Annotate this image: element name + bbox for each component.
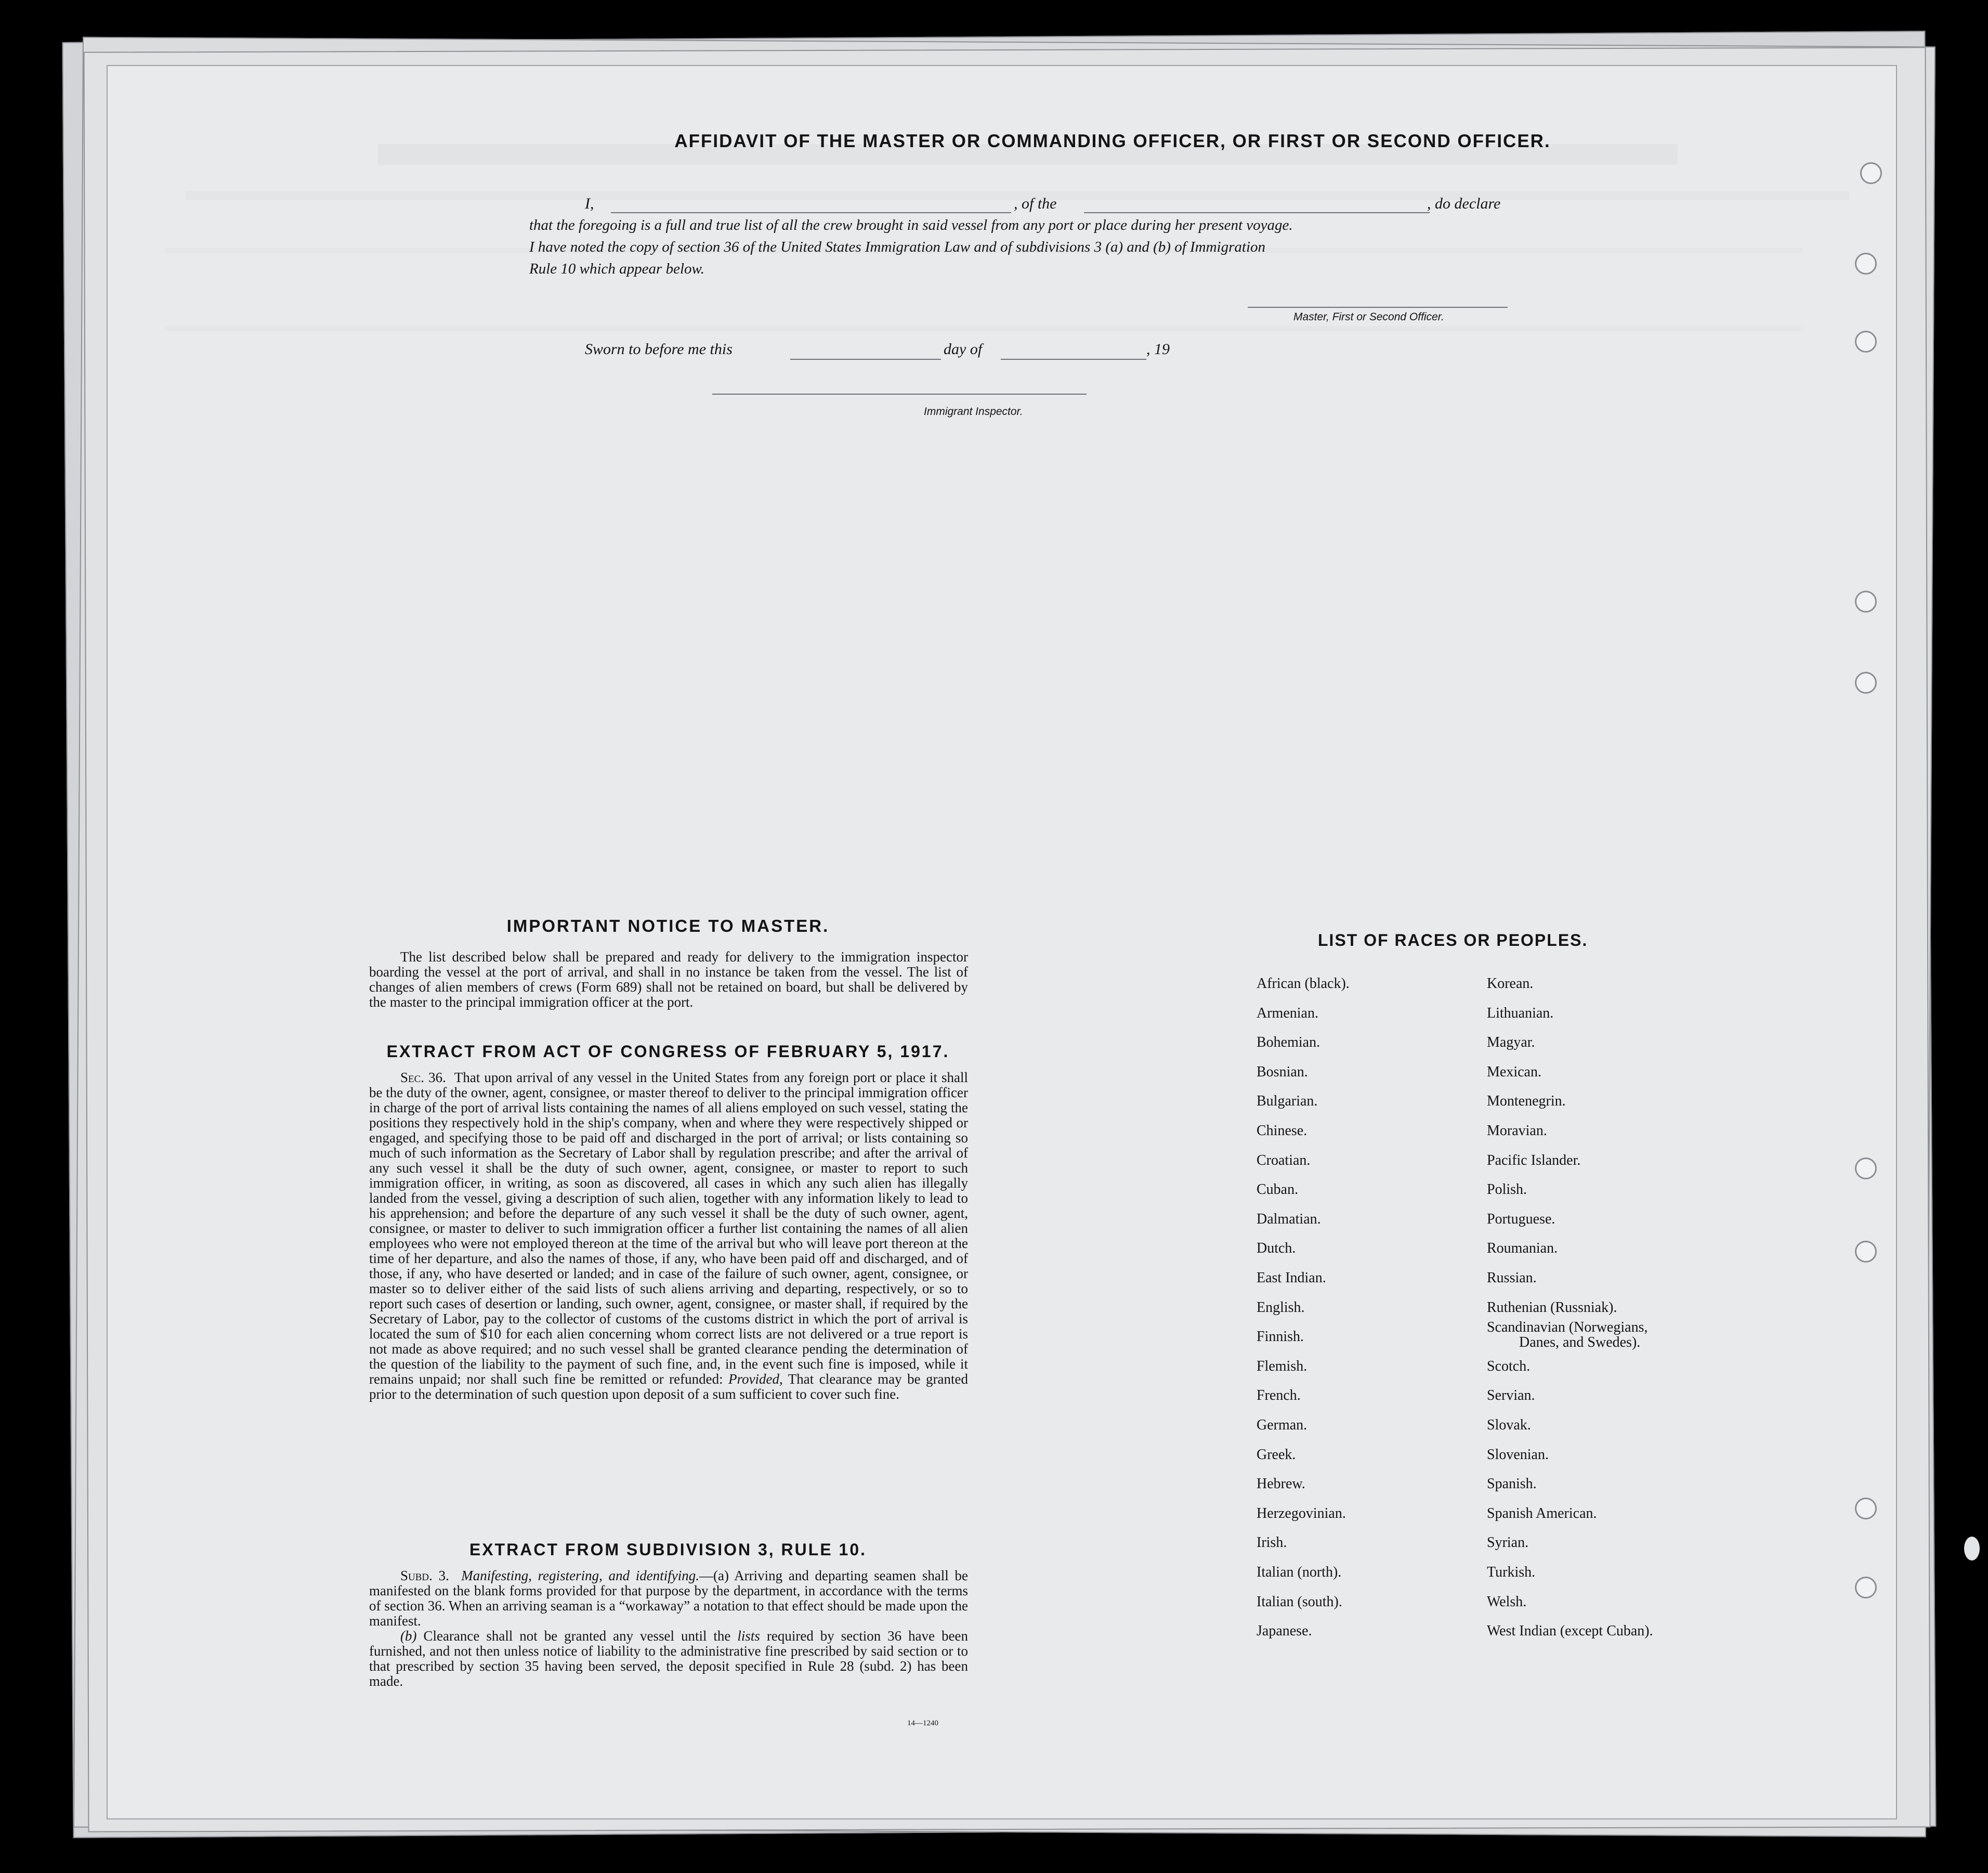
punch-hole [1855,331,1877,353]
race-item: African (black). [1257,975,1350,992]
sworn-day-line[interactable] [790,359,941,360]
race-item: English. [1257,1299,1305,1316]
name-line[interactable] [611,212,1011,213]
affidavit-line3: I have noted the copy of section 36 of the United States Immigration Law and of subdivisions 3 (a) and (b) of Immigration [529,239,1266,255]
race-item: Scandinavian (Norwegians, [1487,1319,1648,1336]
race-item: Italian (north). [1257,1564,1342,1580]
para-b-lists: lists [737,1628,760,1644]
year-label: , 19 [1146,341,1170,358]
rule-title: EXTRACT FROM SUBDIVISION 3, RULE 10. [469,1540,867,1559]
race-item: Croatian. [1257,1152,1311,1168]
race-item: Flemish. [1257,1358,1307,1374]
act-provided: Provided, [728,1371,783,1387]
race-item: Bulgarian. [1257,1093,1318,1110]
rule-para-a [369,1568,968,1629]
race-item: Magyar. [1487,1034,1535,1051]
race-item: Bosnian. [1257,1063,1308,1080]
race-item: Servian. [1487,1387,1535,1404]
notice-text [369,949,968,1010]
affidavit-do-declare: , do declare [1427,195,1501,212]
inspector-caption: Immigrant Inspector. [924,406,1023,418]
affidavit-i: I, [585,195,594,212]
signature-caption: Master, First or Second Officer. [1293,311,1444,323]
affidavit-title: AFFIDAVIT OF THE MASTER OR COMMANDING OFFICER, OR FIRST OR SECOND OFFICER. [674,131,1551,151]
race-item: Montenegrin. [1487,1093,1566,1110]
race-item: Moravian. [1487,1123,1547,1139]
rule-text [369,1568,968,1689]
act-text [369,1070,968,1402]
punch-hole [1855,1577,1877,1598]
affidavit-line2: that the foregoing is a full and true list of all the crew brought in said vessel from any port or place during her present voyage. [529,217,1293,233]
race-item: Ruthenian (Russniak). [1487,1299,1617,1316]
race-item: Greek. [1257,1446,1296,1463]
sworn-label: Sworn to before me this [585,341,733,358]
punch-hole [1855,1241,1877,1263]
race-item: Slovenian. [1487,1446,1549,1463]
race-item: Slovak. [1487,1417,1531,1433]
vessel-line[interactable] [1084,212,1430,213]
notice-title: IMPORTANT NOTICE TO MASTER. [506,916,830,935]
punch-hole [1860,162,1882,184]
race-item: Pacific Islander. [1487,1152,1581,1168]
sworn-month-line[interactable] [1001,359,1146,360]
punch-hole [1855,253,1877,275]
race-item: Mexican. [1487,1063,1541,1080]
race-item: Chinese. [1257,1123,1307,1139]
subd-label: Subd. 3. [400,1568,449,1583]
race-item: Portuguese. [1487,1211,1555,1227]
race-item: Bohemian. [1257,1034,1320,1051]
form-number: 14—1240 [907,1719,938,1727]
para-b-text-2: required by section 36 have been furnished, and not then unless notice of liability to the administrative fine prescribed by said section or to that prescribed by section 35 having been served, the deposit specified in Rule 28 (subd. 2) has been made. [369,1628,969,1689]
rule-para-b [369,1629,968,1689]
act-body: That upon arrival of any vessel in the United States from any foreign port or place it shall be the duty of the owner, agent, consignee, or master thereof to deliver to the principal immigration officer in charge of the port of arrival lists containing the names of all aliens employed on such vessel, stating the positions they respectively hold in the ship's company, when and where they were respectively shipped or engaged, and specifying those to be paid off and discharged in the port of arrival; or lists containing so much of such information as the Secretary of Labor shall by regulation prescribe; and after the arrival of any such vessel it shall be the duty of such owner, agent, consignee, or master to report to such immigration officer, in writing, as soon as discovered, all cases in which any such alien has illegally landed from the vessel, giving a description of such alien, together with any information likely to lead to his apprehension; and before the departure of any such vessel it shall be the duty of such owner, agent, consignee, or master to deliver to such immigration officer a further list containing the names of all alien employees who were not employed thereon at the time of the arrival but who will leave port thereon at the time of her departure, and also the names of those, if any, who have been paid off and discharged, and of those, if any, who have deserted or landed; and in case of the failure of such owner, agent, consignee, or master so to deliver either of the said lists of such aliens arriving and departing, respectively, or so to report such cases of desertion or landing, such owner, agent, consignee, or master shall, if required by the Secretary of Labor, pay to the collector of customs of the customs district in which the port of arrival is located the sum of $10 for each alien concerning whom correct lists are not delivered or a true report is not made as above required; and no such vessel shall be granted clearance pending the determination of the question of the liability to the payment of such fine, and, in the event such fine is imposed, while it remains unpaid; nor shall such fine be remitted or refunded: [369,1070,968,1387]
bleed-through [165,326,1802,331]
race-item: Hebrew. [1257,1476,1305,1492]
punch-hole [1855,1157,1877,1179]
races-title: LIST OF RACES OR PEOPLES. [1318,931,1588,949]
race-item: Spanish American. [1487,1505,1597,1521]
race-item: Italian (south). [1257,1593,1342,1610]
race-item: East Indian. [1257,1270,1326,1286]
punch-hole [1855,1498,1877,1519]
race-item: West Indian (except Cuban). [1487,1623,1653,1640]
race-item: Irish. [1257,1534,1287,1551]
race-item: Dalmatian. [1257,1211,1321,1227]
para-b-text: Clearance shall not be granted any vessel until the [423,1628,731,1644]
act-body-end: That clearance may be granted prior to the determination of such question upon deposit of a sum sufficient to cover such fine. [369,1371,969,1402]
punch-hole [1855,672,1877,694]
inspector-line[interactable] [712,394,1087,395]
race-item: French. [1257,1387,1301,1404]
race-item: Roumanian. [1487,1240,1558,1257]
para-b-label: (b) [400,1628,417,1644]
race-item: Welsh. [1487,1593,1527,1610]
day-of-label: day of [944,341,983,358]
notice-paragraph: The list described below shall be prepared and ready for delivery to the immigration inspector boarding the vessel at the port of arrival, and shall in no instance be taken from the vessel. The list of changes of alien members of crews (Form 689) shall not be retained on board, but shall be delivered by the master to the principal immigration officer at the port. [369,949,968,1010]
affidavit-line4: Rule 10 which appear below. [529,261,704,277]
act-paragraph [369,1070,968,1402]
race-item: Dutch. [1257,1240,1296,1257]
signature-line[interactable] [1248,307,1508,308]
race-item: Spanish. [1487,1476,1537,1492]
race-right-extra: Danes, and Swedes). [1519,1334,1641,1350]
race-item: Polish. [1487,1181,1527,1198]
race-item: Turkish. [1487,1564,1536,1580]
race-item: Herzegovinian. [1257,1505,1346,1521]
race-item: Finnish. [1257,1329,1304,1345]
race-item: German. [1257,1417,1307,1433]
race-item: Scotch. [1487,1358,1531,1374]
race-item: Syrian. [1487,1534,1529,1551]
edge-mark [1964,1537,1980,1560]
section-label: Sec. 36. [400,1070,446,1085]
race-item: Lithuanian. [1487,1005,1554,1021]
race-item: Korean. [1487,975,1534,992]
subd-body: —(a) Arriving and departing seamen shall be manifested on the blank forms provided for that purpose by the department, in accordance with the terms of section 36. When an arriving seaman is a “workaway” a notation to that effect should be made upon the manifest. [369,1568,968,1629]
subd-heading: Manifesting, registering, and identifying. [461,1568,699,1583]
punch-hole [1855,591,1877,613]
affidavit-of-the: , of the [1014,195,1057,212]
race-item: Armenian. [1257,1005,1318,1021]
race-item: Russian. [1487,1270,1537,1286]
act-title: EXTRACT FROM ACT OF CONGRESS OF FEBRUARY 5, 1917. [386,1042,950,1061]
race-item: Cuban. [1257,1181,1299,1198]
race-item: Japanese. [1257,1623,1312,1640]
